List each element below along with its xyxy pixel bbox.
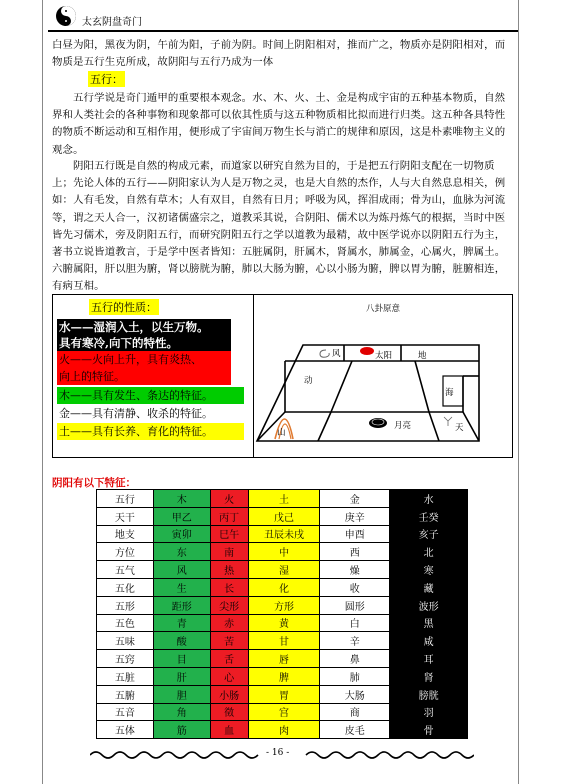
moon-icon <box>369 418 387 428</box>
label-wind: 风 <box>332 349 341 359</box>
table-cell: 湿 <box>248 561 320 579</box>
table-cell: 角 <box>153 703 210 721</box>
table-cell: 赤 <box>210 614 248 632</box>
diagram-title: 八卦原意 <box>365 304 401 314</box>
label-earth: 地 <box>418 351 427 361</box>
property-fire <box>57 351 231 385</box>
table-row-header: 方位 <box>97 543 154 561</box>
table-cell: 咸 <box>390 632 468 650</box>
property-earth: 土——具有长养、育化的特征。 <box>57 423 244 440</box>
table-row <box>97 578 468 596</box>
table-cell: 肉 <box>248 721 320 739</box>
table-cell: 青 <box>153 614 210 632</box>
table-cell: 收 <box>320 578 390 596</box>
table-cell: 黑 <box>390 614 468 632</box>
table-cell: 骨 <box>390 721 468 739</box>
page-footer <box>90 748 474 762</box>
table-row-header: 五腑 <box>97 685 154 703</box>
table-row-header: 地支 <box>97 525 154 543</box>
property-metal: 金——具有清静、收杀的特征。 <box>59 407 213 420</box>
table-cell: 庚辛 <box>320 507 390 525</box>
table-cell: 长 <box>210 578 248 596</box>
table-cell: 圆形 <box>320 596 390 614</box>
table-cell: 皮毛 <box>320 721 390 739</box>
table-row-header: 五化 <box>97 578 154 596</box>
table-row-header: 五窍 <box>97 650 154 668</box>
table-cell: 商 <box>320 703 390 721</box>
table-cell: 丙丁 <box>210 507 248 525</box>
table-cell: 甘 <box>248 632 320 650</box>
table-cell: 壬癸 <box>390 507 468 525</box>
label-thunder: 动 <box>304 376 313 386</box>
sky-icon <box>444 417 452 426</box>
table-row-header: 天干 <box>97 507 154 525</box>
table-cell: 羽 <box>390 703 468 721</box>
table-cell: 生 <box>153 578 210 596</box>
wuxing-attribute-table <box>96 489 468 739</box>
table-cell: 风 <box>153 561 210 579</box>
table-cell: 巳午 <box>210 525 248 543</box>
table-cell: 舌 <box>210 650 248 668</box>
table-cell: 波形 <box>390 596 468 614</box>
table-cell: 鼻 <box>320 650 390 668</box>
table-row <box>97 650 468 668</box>
table-row <box>97 543 468 561</box>
table-row <box>97 703 468 721</box>
sun-icon <box>360 347 374 355</box>
table-cell: 火 <box>210 490 248 508</box>
table-cell: 木 <box>153 490 210 508</box>
bagua-diagram <box>254 295 512 457</box>
table-row <box>97 632 468 650</box>
table-cell: 戊己 <box>248 507 320 525</box>
table-row <box>97 667 468 685</box>
table-row <box>97 685 468 703</box>
page-header <box>48 6 518 32</box>
table-cell: 南 <box>210 543 248 561</box>
label-sun: 太阳 <box>375 351 393 361</box>
table-row-header: 五形 <box>97 596 154 614</box>
property-water-line2: 具有寒冷,向下的特性。 <box>59 336 179 350</box>
table-cell: 亥子 <box>390 525 468 543</box>
paragraph-wuxing-intro: 五行学说是奇门遁甲的重要根本观念。水、木、火、土、金是构成宇宙的五种基本物质，自然界和人类社会的各种事物和现象都可以依其性质与这五种物质相比拟而进行归类。这五种各具特性的物质不断运动和互相作用，便形成了宇宙间万物生长与消亡的规律和原因，这是朴素唯物主义的观念。 <box>52 92 506 156</box>
table-cell: 寅卯 <box>153 525 210 543</box>
wind-icon <box>320 350 329 357</box>
table-cell: 土 <box>248 490 320 508</box>
table-cell: 大肠 <box>320 685 390 703</box>
table-cell: 藏 <box>390 578 468 596</box>
table-cell: 金 <box>320 490 390 508</box>
property-fire-line1: 火——火向上升，具有炎热、 <box>59 353 202 366</box>
table-cell: 北 <box>390 543 468 561</box>
table-row <box>97 614 468 632</box>
table-cell: 膀胱 <box>390 685 468 703</box>
table-cell: 肝 <box>153 667 210 685</box>
table-row-header: 五行 <box>97 490 154 508</box>
table-row-header: 五气 <box>97 561 154 579</box>
table-cell: 丑辰未戌 <box>248 525 320 543</box>
paragraph-yinyang-wuxing: 阴阳五行既是自然的构成元素，而道家以研究自然为目的，于是把五行阴阳支配在一切物质上；先论人体的五行——阴阳家认为人是万物之灵，也是大自然的杰作，人与大自然息息相关，例如：人有毛发，自然有草木；人有双目，自然有日月；呼吸为风，挥泪成雨；骨为山，血脉为河流等，谓之天人合一，汉初诸儒盛宗之，道教采其说，合阴阳、儒术以为炼丹炼气的根据，当时中医皆先习儒术，旁及阴阳五行，而研究阴阳五行之学以道教为最精，故中医学说亦以阴阳五行为主，著书立说皆道教言，于是学中医者皆知：五脏属阴，肝属木，肾属水，肺属金，心属火，脾属土。六腑属阳，肝以胆为腑，肾以膀胱为腑，肺以大肠为腑，心以小肠为腑，脾以胃为腑，脏腑相连，有病互相。 <box>52 160 506 293</box>
table-cell: 胆 <box>153 685 210 703</box>
paragraph-yinyang: 白昼为阳，黑夜为阴，午前为阳，子前为阴。时间上阴阳相对，推而广之，物质亦是阴阳相对，而物质是五行生克所成，故阴阳与五行乃成为一体 <box>52 39 506 69</box>
property-fire-line2: 向上的特征。 <box>59 370 125 383</box>
property-water <box>57 319 231 351</box>
property-water-line1: 水——湿润入土，以生万物。 <box>59 320 209 334</box>
table-cell: 化 <box>248 578 320 596</box>
table-cell: 小肠 <box>210 685 248 703</box>
table-cell: 西 <box>320 543 390 561</box>
table-row <box>97 507 468 525</box>
table-cell: 血 <box>210 721 248 739</box>
table-row <box>97 490 468 508</box>
label-sky: 天 <box>455 423 464 433</box>
page-number: - 16 - <box>266 748 290 758</box>
table-cell: 目 <box>153 650 210 668</box>
table-cell: 苦 <box>210 632 248 650</box>
table-row-header: 五脏 <box>97 667 154 685</box>
label-sea: 海 <box>445 388 454 398</box>
table-cell: 黄 <box>248 614 320 632</box>
header-title: 太玄阴盘奇门 <box>82 17 142 28</box>
table-cell: 唇 <box>248 650 320 668</box>
table-cell: 酸 <box>153 632 210 650</box>
table-cell: 白 <box>320 614 390 632</box>
table-cell: 东 <box>153 543 210 561</box>
table-cell: 甲乙 <box>153 507 210 525</box>
table-cell: 燥 <box>320 561 390 579</box>
table-cell: 热 <box>210 561 248 579</box>
label-mountain: 山 <box>277 428 286 438</box>
table-cell: 寒 <box>390 561 468 579</box>
table-row <box>97 525 468 543</box>
table-cell: 水 <box>390 490 468 508</box>
table-cell: 宫 <box>248 703 320 721</box>
table-cell: 胃 <box>248 685 320 703</box>
properties-title: 五行的性质： <box>91 301 157 314</box>
table-cell: 距形 <box>153 596 210 614</box>
table-cell: 肺 <box>320 667 390 685</box>
table-row-header: 五体 <box>97 721 154 739</box>
property-wood: 木——具有发生、条达的特征。 <box>57 387 244 404</box>
table-cell: 申酉 <box>320 525 390 543</box>
table-cell: 耳 <box>390 650 468 668</box>
section-label-wuxing: 五行： <box>90 73 123 86</box>
table-row-header: 五味 <box>97 632 154 650</box>
yin-yang-icon <box>56 6 76 26</box>
table-cell: 辛 <box>320 632 390 650</box>
table-row-header: 五色 <box>97 614 154 632</box>
table-cell: 方形 <box>248 596 320 614</box>
table-cell: 徵 <box>210 703 248 721</box>
table-heading: 阴阳有以下特征： <box>52 477 136 489</box>
properties-diagram-box <box>52 294 513 458</box>
label-moon: 月亮 <box>394 421 412 431</box>
table-row <box>97 596 468 614</box>
table-cell: 肾 <box>390 667 468 685</box>
table-row <box>97 561 468 579</box>
table-cell: 心 <box>210 667 248 685</box>
table-cell: 尖形 <box>210 596 248 614</box>
table-cell: 中 <box>248 543 320 561</box>
table-cell: 筋 <box>153 721 210 739</box>
table-row <box>97 721 468 739</box>
table-cell: 脾 <box>248 667 320 685</box>
table-row-header: 五音 <box>97 703 154 721</box>
